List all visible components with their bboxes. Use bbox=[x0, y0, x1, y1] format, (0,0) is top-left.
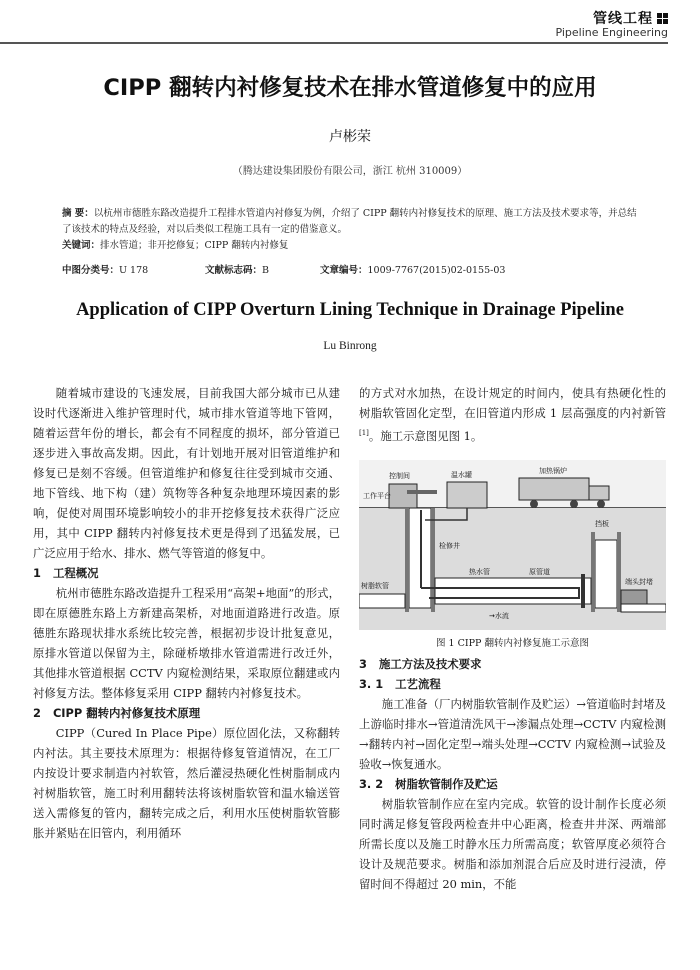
construction-diagram bbox=[359, 460, 666, 630]
label-old-pipe: 原管道 bbox=[529, 567, 550, 576]
journal-section-en: Pipeline Engineering bbox=[555, 26, 668, 39]
document-code: 文献标志码：B bbox=[205, 265, 269, 276]
section-2-heading: 2 CIPP 翻转内衬修复技术原理 bbox=[33, 706, 201, 720]
section-3-1-paragraph: 施工准备（厂内树脂软管制作及贮运）→管道临时封堵及上游临时排水→管道清洗风干→渗漏点处理→CCTV 内窥检测→翻转内衬→固化定型→端头处理→CCTV 内窥检测→试验及验收→恢复通水。 bbox=[359, 696, 666, 771]
section-3-2-heading: 3. 2 树脂软管制作及贮运 bbox=[359, 776, 498, 791]
section-3-1-heading: 3. 1 工艺流程 bbox=[359, 676, 441, 691]
figure-1 bbox=[359, 460, 666, 630]
section-3-heading: 3 施工方法及技术要求 bbox=[359, 656, 482, 671]
continued-paragraph: 的方式对水加热，在设计规定的时间内，使具有热硬化性的树脂软管固化定型，在旧管道内形成 1 层高强度的内衬新管[1]。施工示意图见图 1。 bbox=[359, 386, 666, 443]
abstract-label: 摘 要： bbox=[62, 208, 94, 219]
abstract bbox=[62, 206, 642, 254]
label-end-seal: 端头封堵 bbox=[625, 577, 653, 586]
label-platform: 工作平台 bbox=[363, 491, 391, 500]
article-id: 文章编号：1009-7767(2015)02-0155-03 bbox=[320, 265, 506, 276]
label-resin-hose: 树脂软管 bbox=[361, 581, 389, 590]
right-column bbox=[359, 383, 666, 894]
label-manhole: 检修井 bbox=[439, 541, 460, 550]
english-title: Application of CIPP Overturn Lining Technique in Drainage Pipeline bbox=[76, 300, 624, 320]
section-1-heading: 1 工程概况 bbox=[33, 566, 99, 580]
label-hot-water: 温水罐 bbox=[451, 470, 472, 479]
author: 卢彬荣 bbox=[329, 129, 371, 145]
label-plug: 挡板 bbox=[595, 519, 609, 528]
label-control: 控制间 bbox=[389, 471, 410, 480]
header-rule bbox=[0, 42, 668, 44]
journal-mark-icon bbox=[657, 13, 668, 24]
section-3-2-paragraph: 树脂软管制作应在室内完成。软管的设计制作长度必须同时满足修复管段两检查井中心距离，检查井井深、两端部所需长度以及施工时静水压力所需高度；软管厚度必须符合设计及规范要求。树脂和添加剂混合后应及时进行浸渍，停留时间不得超过 20 min，不能 bbox=[359, 796, 666, 891]
label-boiler: 加热锅炉 bbox=[539, 466, 567, 475]
label-hot-pipe: 热水管 bbox=[469, 567, 490, 576]
keywords: 排水管道；非开挖修复；CIPP 翻转内衬修复 bbox=[100, 240, 289, 251]
clc-number: 中图分类号：U 178 bbox=[62, 265, 149, 276]
left-column bbox=[33, 383, 340, 843]
abstract-text: 以杭州市德胜东路改造提升工程排水管道内衬修复为例，介绍了 CIPP 翻转内衬修复技术的原理、施工方法及技术要求等，并总结了该技术的特点及经验，对以后类似工程施工具有一定的借鉴意义。 bbox=[62, 208, 637, 235]
english-author: Lu Binrong bbox=[323, 340, 377, 352]
label-flow: →水流 bbox=[489, 611, 509, 620]
section-2-paragraph: CIPP（Cured In Place Pipe）原位固化法，又称翻转内衬法。其主要技术原理为：根据待修复管道情况，在工厂内按设计要求制造内衬软管，然后灌浸热硬化性树脂制成内衬树脂软管，施工时利用翻转法将该树脂软管和温水输送管送入需修复的管内，翻转完成之后，利用水压使树脂软管膨胀并紧贴在旧管内，利用循环 bbox=[33, 726, 340, 840]
keywords-label: 关键词： bbox=[62, 240, 101, 251]
section-1-paragraph: 杭州市德胜东路改造提升工程采用“高架+地面”的形式，即在原德胜东路上方新建高架桥，对地面道路进行改造。原德胜东路现状排水系统比较完善，根据初步设计批复意见，原排水管道以保留为主，除碰桥墩排水管道需进行改迁外，其他排水管道根据 CCTV 内窥检测结果，采取原位翻建或内衬修复方法。整体修复采用 CIPP 翻转内衬修复技术。 bbox=[33, 586, 340, 700]
journal-section-cn: 管线工程 bbox=[593, 8, 668, 28]
affiliation: （腾达建设集团股份有限公司，浙江 杭州 310009） bbox=[232, 166, 468, 177]
intro-paragraph: 随着城市建设的飞速发展，目前我国大部分城市已从建设时代逐渐进入维护管理时代，城市排水管道等地下管网，随着运营年份的增长，都会有不同程度的损坏，部分管道已逐步进入事故高发期。因此，有计划地开展对旧管道维护和修复已是刻不容缓。但管道维护和修复往往受到城市交通、地下管线、地下构（建）筑物等各种复杂地理环境因素的影响，促使对周围环境影响较小的非开挖修复技术获得广泛应用，其中 CIPP 翻转内衬修复技术更是得到了迅猛发展，已广泛应用于给水、排水、燃气等管道的修复中。 bbox=[33, 386, 340, 560]
figure-caption: 图 1 CIPP 翻转内衬修复施工示意图 bbox=[436, 637, 589, 649]
paper-title: CIPP 翻转内衬修复技术在排水管道修复中的应用 bbox=[103, 75, 597, 101]
